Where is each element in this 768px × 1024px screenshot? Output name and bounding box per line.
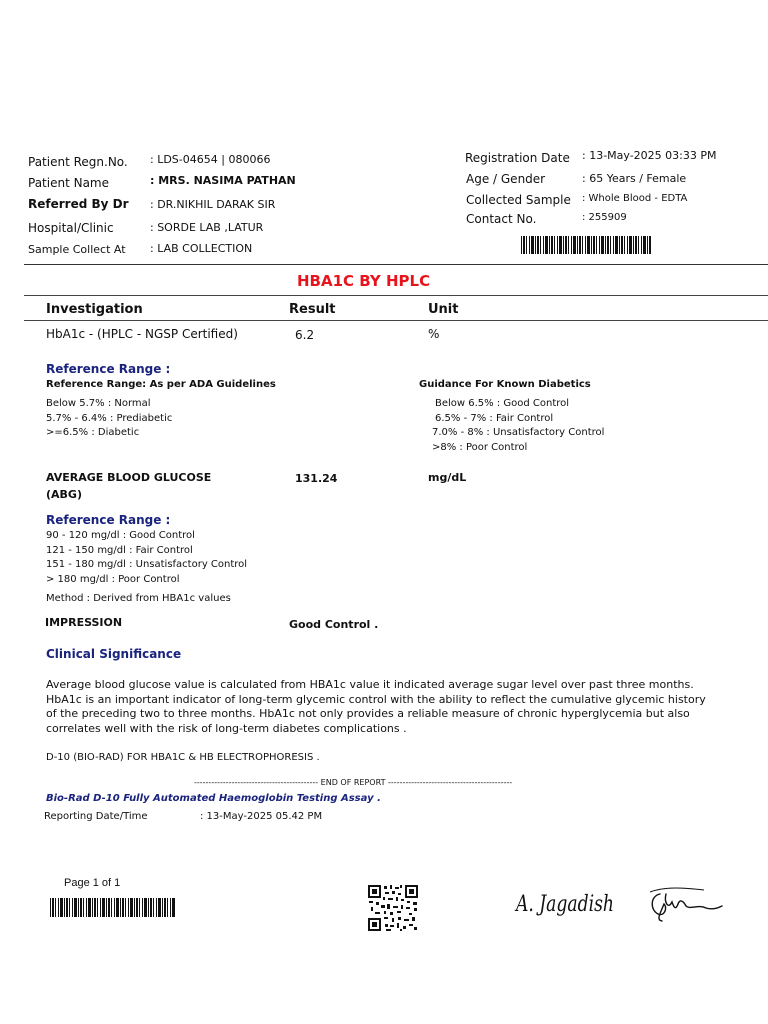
signature-2 xyxy=(646,884,724,924)
end-of-report: ------------------------------------------- END OF REPORT ------------------------------------------- xyxy=(194,778,513,787)
reporting-date-label: Reporting Date/Time xyxy=(44,811,148,822)
ada-guidelines-heading: Reference Range: As per ADA Guidelines xyxy=(46,379,276,390)
assay-line: Bio-Rad D-10 Fully Automated Haemoglobin Testing Assay . xyxy=(46,793,381,804)
age-gender-label: Age / Gender xyxy=(466,172,546,186)
contact-label: Contact No. xyxy=(466,212,537,226)
page-number: Page 1 of 1 xyxy=(64,877,121,889)
sample-collect-value: : LAB COLLECTION xyxy=(150,242,253,255)
sample-collect-label: Sample Collect At xyxy=(28,243,126,256)
abg-reference-range-heading: Reference Range : xyxy=(46,513,171,527)
age-gender-value: : 65 Years / Female xyxy=(582,172,687,185)
registration-date-label: Registration Date xyxy=(465,151,570,165)
column-investigation: Investigation xyxy=(46,302,143,317)
abg-test-name-line1: AVERAGE BLOOD GLUCOSE xyxy=(46,471,212,484)
patient-name-label: Patient Name xyxy=(28,176,109,190)
patient-name-value: : MRS. NASIMA PATHAN xyxy=(150,174,296,187)
column-unit: Unit xyxy=(428,302,459,317)
patient-regn-label: Patient Regn.No. xyxy=(28,155,128,169)
collected-sample-label: Collected Sample xyxy=(466,193,571,207)
guidance-line: 7.0% - 8% : Unsatisfactory Control xyxy=(432,427,605,438)
header-divider xyxy=(24,264,768,265)
instrument-line: D-10 (BIO-RAD) FOR HBA1C & HB ELECTROPHORESIS . xyxy=(46,752,320,763)
guidance-line: >8% : Poor Control xyxy=(432,442,528,453)
title-divider xyxy=(24,295,768,296)
hba1c-unit: % xyxy=(428,327,440,341)
abg-test-name-line2: (ABG) xyxy=(46,488,82,501)
contact-value: : 255909 xyxy=(582,212,627,223)
table-header-divider xyxy=(24,320,768,321)
ada-line: 5.7% - 6.4% : Prediabetic xyxy=(46,413,173,424)
ada-line: Below 5.7% : Normal xyxy=(46,398,151,409)
method-text: Method : Derived from HBA1c values xyxy=(46,593,231,604)
hba1c-result: 6.2 xyxy=(295,328,315,342)
abg-result: 131.24 xyxy=(295,472,338,485)
guidance-line: Below 6.5% : Good Control xyxy=(435,398,570,409)
registration-date-value: : 13-May-2025 03:33 PM xyxy=(582,149,717,162)
abg-ref-line: 151 - 180 mg/dl : Unsatisfactory Control xyxy=(46,559,248,570)
reporting-date-value: : 13-May-2025 05.42 PM xyxy=(200,811,323,822)
clinical-significance-text: Average blood glucose value is calculated from HBA1c value it indicated average sugar level over past three months. HbA1c is an important indicator of long-term glycemic control with the ability to reflect the cumulative glycemic history of the preceding two to three months. HbA1c not only provides a reliable measure of chronic hyperglycemia but also correlates well with the risk of long-term diabetes complications . xyxy=(46,678,706,735)
impression-label: IMPRESSION xyxy=(45,616,123,629)
guidance-heading: Guidance For Known Diabetics xyxy=(419,379,591,390)
impression-value: Good Control . xyxy=(289,618,379,631)
guidance-line: 6.5% - 7% : Fair Control xyxy=(435,413,554,424)
abg-ref-line: > 180 mg/dl : Poor Control xyxy=(46,574,180,585)
abg-ref-line: 121 - 150 mg/dl : Fair Control xyxy=(46,545,193,556)
hba1c-test-name: HbA1c - (HPLC - NGSP Certified) xyxy=(46,327,238,341)
clinical-significance-heading: Clinical Significance xyxy=(46,647,182,661)
footer-barcode xyxy=(50,898,176,917)
report-title: HBA1C BY HPLC xyxy=(297,272,431,290)
patient-regn-value: : LDS-04654 | 080066 xyxy=(150,153,271,166)
referred-by-label: Referred By Dr xyxy=(28,197,129,211)
qr-code xyxy=(367,884,419,932)
ada-line: >=6.5% : Diabetic xyxy=(46,427,140,438)
column-result: Result xyxy=(289,302,336,317)
reference-range-heading: Reference Range : xyxy=(46,362,171,376)
collected-sample-value: : Whole Blood - EDTA xyxy=(582,193,688,204)
hospital-label: Hospital/Clinic xyxy=(28,221,114,235)
header-barcode xyxy=(521,236,652,254)
referred-by-value: : DR.NIKHIL DARAK SIR xyxy=(150,198,276,211)
abg-unit: mg/dL xyxy=(428,471,467,484)
abg-ref-line: 90 - 120 mg/dl : Good Control xyxy=(46,530,195,541)
hospital-value: : SORDE LAB ,LATUR xyxy=(150,221,264,234)
signature-1: A. Jagadish xyxy=(516,892,614,917)
